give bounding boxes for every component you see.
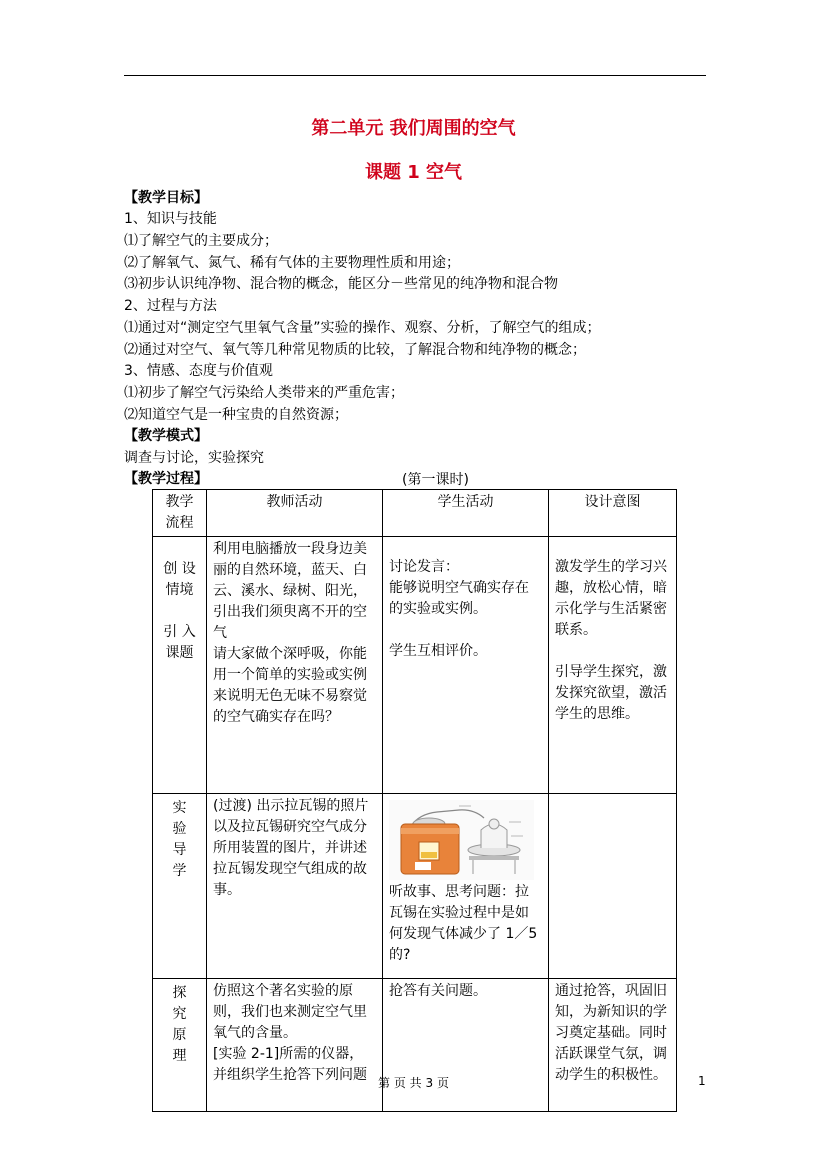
- objective-line: ⑵了解氧气、氮气、稀有气体的主要物理性质和用途；: [124, 255, 460, 271]
- objective-line: ⑴通过对“测定空气里氧气含量”实验的操作、观察、分析，了解空气的组成；: [124, 320, 601, 336]
- table-row: [153, 979, 677, 1112]
- teacher-cell: 仿照这个著名实验的原则，我们也来测定空气里氧气的含量。 [实验 2-1]所需的仪器，并组织学生抢答下列问题: [207, 979, 383, 1112]
- objective-line: ⑵知道空气是一种宝贵的自然资源；: [124, 407, 348, 423]
- objective-line: ⑴初步了解空气污染给人类带来的严重危害；: [124, 385, 404, 401]
- flow-cell: 实 验 导 学: [153, 794, 207, 979]
- teaching-process-table: [152, 489, 677, 1112]
- session-label: (第一课时): [402, 472, 469, 488]
- intent-cell: 通过抢答，巩固旧知，为新知识的学习奠定基础。同时活跃课堂气氛，调动学生的积极性。: [549, 979, 677, 1112]
- student-cell: 讨论发言： 能够说明空气确实存在的实验或实例。 学生互相评价。: [383, 537, 549, 794]
- objectives-heading: 【教学目标】: [124, 190, 208, 206]
- mode-heading: 【教学模式】: [124, 428, 208, 444]
- process-heading: 【教学过程】: [124, 471, 208, 487]
- teacher-cell: (过渡) 出示拉瓦锡的照片以及拉瓦锡研究空气成分所用装置的图片，并讲述拉瓦锡发现空气组成的故事。: [207, 794, 383, 979]
- flow-cell: 创 设 情境 引 入 课题: [153, 537, 207, 794]
- table-row: [153, 794, 677, 979]
- unit-title: 第二单元 我们周围的空气: [311, 118, 516, 139]
- objective-line: 3、情感、态度与价值观: [124, 363, 273, 379]
- intent-cell: 激发学生的学习兴趣，放松心情，暗示化学与生活紧密联系。 引导学生探究，激发探究欲望，激活学生的思维。: [549, 537, 677, 794]
- objective-line: ⑴了解空气的主要成分；: [124, 233, 278, 249]
- flow-cell: 探 究 原 理: [153, 979, 207, 1112]
- intent-cell: [549, 794, 677, 979]
- header-flow: 教学流程: [153, 490, 207, 537]
- teacher-cell: 利用电脑播放一段身边美丽的自然环境，蓝天、白云、溪水、绿树、阳光，引出我们须臾离不开的空气 请大家做个深呼吸，你能用一个简单的实验或实例来说明无色无味不易察觉的空气确实存在吗？: [207, 537, 383, 794]
- objective-line: ⑶初步认识纯净物、混合物的概念，能区分－些常见的纯净物和混合物: [124, 276, 558, 292]
- table-header-row: [153, 490, 677, 537]
- page-footer: 第 页 共 3 页: [378, 1076, 449, 1090]
- header-intent: 设计意图: [549, 490, 677, 537]
- objective-line: 1、知识与技能: [124, 211, 217, 227]
- lesson-title: 课题 1 空气: [364, 162, 463, 183]
- lavoisier-apparatus-image: [389, 800, 534, 880]
- table-row: [153, 537, 677, 794]
- student-cell: 抢答有关问题。: [383, 979, 549, 1112]
- objective-line: ⑵通过对空气、氧气等几种常见物质的比较，了解混合物和纯净物的概念；: [124, 342, 586, 358]
- page-number: 1: [698, 1074, 706, 1088]
- header-rule: [124, 75, 706, 76]
- header-student: 学生活动: [383, 490, 549, 537]
- student-cell: 听故事、思考问题：拉瓦锡在实验过程中是如何发现气体减少了 1／5 的?: [383, 794, 549, 979]
- mode-text: 调查与讨论，实验探究: [124, 450, 264, 466]
- objective-line: 2、过程与方法: [124, 298, 217, 314]
- header-teacher: 教师活动: [207, 490, 383, 537]
